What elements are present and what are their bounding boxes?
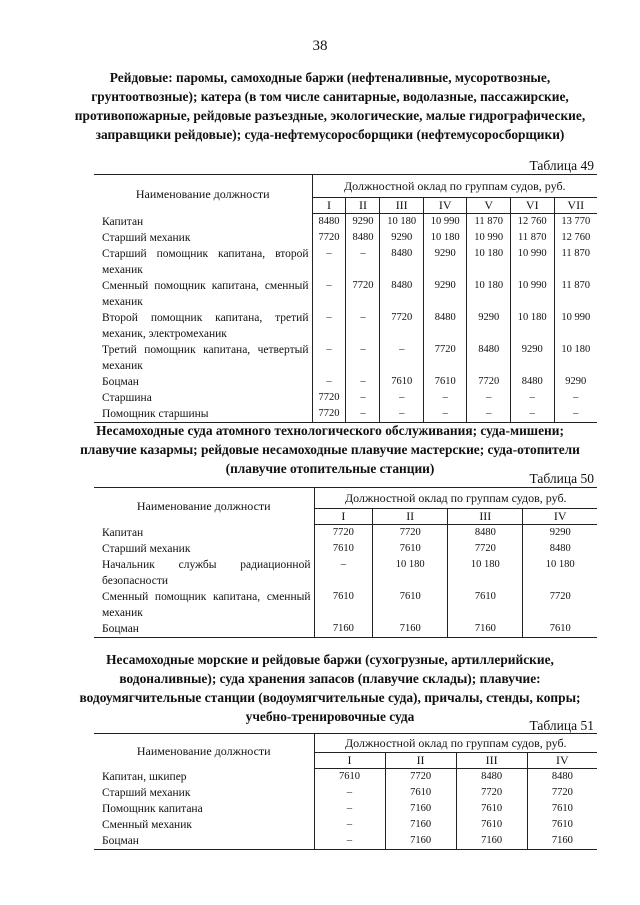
salary-value: 7610	[314, 769, 385, 785]
salary-value: 7610	[385, 785, 456, 801]
salary-value: –	[314, 801, 385, 817]
table-51	[94, 733, 597, 850]
salary-value: –	[380, 342, 424, 374]
salary-value: 7720	[527, 785, 597, 801]
section-heading-2: Несамоходные суда атомного технологического обслуживания; суда-мишени; плавучие казармы; рейдовые несамоходные плавучие мастерские; суда-отопители (плавучие отопительные станции)	[80, 423, 580, 476]
table-row	[94, 541, 597, 557]
salary-value: 7160	[314, 621, 373, 638]
salary-value: 7720	[312, 230, 346, 246]
salary-value: 10 180	[380, 214, 424, 230]
salary-value: –	[346, 390, 380, 406]
salary-value: 7610	[448, 589, 523, 621]
table-row	[94, 390, 597, 406]
table-row	[94, 785, 597, 801]
salary-value: 7720	[467, 374, 511, 390]
salary-value: 8480	[346, 230, 380, 246]
salary-value: 10 180	[423, 230, 467, 246]
table-label-51: Таблица 51	[529, 718, 594, 733]
salary-value: 7610	[523, 621, 597, 638]
position-name: Сменный помощник капитана, сменный механик	[94, 589, 314, 621]
column-header: I	[312, 198, 346, 214]
salary-value: 10 180	[523, 557, 597, 589]
position-name: Сменный механик	[94, 817, 314, 833]
table-label-50: Таблица 50	[529, 471, 594, 486]
salary-value: –	[346, 374, 380, 390]
position-name: Боцман	[94, 621, 314, 638]
group-header: Должностной оклад по группам судов, руб.	[312, 175, 597, 198]
column-header: II	[373, 509, 448, 525]
table-row	[94, 817, 597, 833]
salary-value: 8480	[380, 246, 424, 278]
table-row	[94, 246, 597, 278]
salary-value: –	[312, 278, 346, 310]
table-row	[94, 769, 597, 785]
salary-value: 7610	[373, 589, 448, 621]
table-row	[94, 557, 597, 589]
column-header: IV	[423, 198, 467, 214]
salary-value: 9290	[423, 246, 467, 278]
table-row	[94, 525, 597, 541]
table-50	[94, 487, 597, 638]
position-name: Помощник старшины	[94, 406, 312, 423]
position-name: Капитан	[94, 214, 312, 230]
position-name: Старшина	[94, 390, 312, 406]
section-heading-3: Несамоходные морские и рейдовые баржи (сухогрузные, артиллерийские, водоналивные); суда хранения запасов (плавучие склады); плавучие: водоумягчительные станции (водоумягчительные суда), причалы, стенды, копры; учебно-тренировочные суда	[79, 652, 581, 724]
salary-value: 7610	[527, 817, 597, 833]
table-row	[94, 374, 597, 390]
salary-value: –	[380, 390, 424, 406]
salary-value: –	[314, 833, 385, 850]
salary-value: –	[554, 390, 597, 406]
salary-value: 7720	[314, 525, 373, 541]
salary-value: –	[346, 246, 380, 278]
table-row	[94, 406, 597, 423]
salary-value: 7160	[456, 833, 527, 850]
salary-value: 7720	[380, 310, 424, 342]
salary-value: 12 760	[510, 214, 554, 230]
salary-value: 7720	[448, 541, 523, 557]
position-name: Сменный помощник капитана, сменный механик	[94, 278, 312, 310]
salary-value: 7610	[373, 541, 448, 557]
column-header: II	[385, 753, 456, 769]
salary-value: 9290	[380, 230, 424, 246]
salary-value: –	[423, 390, 467, 406]
column-header: VII	[554, 198, 597, 214]
table-row	[94, 230, 597, 246]
position-name: Старший помощник капитана, второй механик	[94, 246, 312, 278]
salary-value: –	[314, 785, 385, 801]
position-name: Второй помощник капитана, третий механик, электромеханик	[94, 310, 312, 342]
position-name: Помощник капитана	[94, 801, 314, 817]
salary-value: 10 180	[467, 246, 511, 278]
column-header: III	[380, 198, 424, 214]
salary-value: 8480	[523, 541, 597, 557]
salary-value: 7720	[373, 525, 448, 541]
position-name: Капитан	[94, 525, 314, 541]
table-label-49: Таблица 49	[529, 158, 594, 173]
section-heading-1: Рейдовые: паромы, самоходные баржи (нефтеналивные, мусоротвозные, грунтоотвозные); катера (в том числе санитарные, водолазные, пассажирские, противопожарные, рейдовые разъездные, экологические, малые гидрографические, заправщики рейдовые); суда-нефтемусоросборщики (нефтемусоросборщики)	[74, 70, 586, 142]
salary-value: 9290	[423, 278, 467, 310]
salary-value: 12 760	[554, 230, 597, 246]
table-row	[94, 214, 597, 230]
salary-value: 8480	[312, 214, 346, 230]
column-header: IV	[527, 753, 597, 769]
salary-value: 7720	[523, 589, 597, 621]
salary-value: 7160	[385, 833, 456, 850]
column-header: I	[314, 509, 373, 525]
salary-value: 11 870	[467, 214, 511, 230]
salary-value: 9290	[554, 374, 597, 390]
group-header: Должностной оклад по группам судов, руб.	[314, 488, 597, 509]
column-header: V	[467, 198, 511, 214]
salary-value: 7160	[385, 801, 456, 817]
salary-value: –	[314, 557, 373, 589]
salary-value: 9290	[346, 214, 380, 230]
salary-value: 7160	[448, 621, 523, 638]
position-name: Третий помощник капитана, четвертый механик	[94, 342, 312, 374]
table-row	[94, 801, 597, 817]
salary-value: –	[554, 406, 597, 423]
salary-value: –	[423, 406, 467, 423]
position-name: Старший механик	[94, 785, 314, 801]
page-number: 38	[312, 38, 328, 54]
table-row	[94, 310, 597, 342]
position-name: Боцман	[94, 374, 312, 390]
group-header: Должностной оклад по группам судов, руб.	[314, 734, 597, 753]
column-header: III	[448, 509, 523, 525]
table-row	[94, 833, 597, 850]
salary-value: –	[346, 342, 380, 374]
salary-value: 7720	[385, 769, 456, 785]
salary-value: 7720	[346, 278, 380, 310]
salary-value: 7610	[527, 801, 597, 817]
salary-value: 10 180	[510, 310, 554, 342]
name-header: Наименование должности	[94, 175, 312, 214]
salary-value: 7610	[314, 589, 373, 621]
salary-value: 7720	[423, 342, 467, 374]
column-header: VI	[510, 198, 554, 214]
salary-value: –	[380, 406, 424, 423]
salary-value: 7610	[423, 374, 467, 390]
salary-value: 8480	[510, 374, 554, 390]
salary-value: 7720	[456, 785, 527, 801]
salary-value: 10 180	[467, 278, 511, 310]
table-row	[94, 342, 597, 374]
position-name: Боцман	[94, 833, 314, 850]
salary-value: 7610	[456, 817, 527, 833]
column-header: II	[346, 198, 380, 214]
salary-value: 10 180	[448, 557, 523, 589]
salary-value: 7610	[314, 541, 373, 557]
salary-value: –	[312, 374, 346, 390]
salary-value: 9290	[467, 310, 511, 342]
salary-value: –	[467, 406, 511, 423]
salary-value: 10 990	[510, 246, 554, 278]
salary-value: –	[467, 390, 511, 406]
salary-value: 8480	[527, 769, 597, 785]
salary-value: 10 990	[423, 214, 467, 230]
salary-value: 9290	[510, 342, 554, 374]
position-name: Старший механик	[94, 541, 314, 557]
column-header: IV	[523, 509, 597, 525]
name-header: Наименование должности	[94, 488, 314, 525]
table-row	[94, 589, 597, 621]
salary-value: 9290	[523, 525, 597, 541]
salary-value: 8480	[467, 342, 511, 374]
salary-value: –	[312, 342, 346, 374]
name-header: Наименование должности	[94, 734, 314, 769]
salary-value: 8480	[456, 769, 527, 785]
salary-value: 10 990	[467, 230, 511, 246]
salary-value: 10 180	[373, 557, 448, 589]
salary-value: 7160	[373, 621, 448, 638]
position-name: Капитан, шкипер	[94, 769, 314, 785]
salary-value: 11 870	[554, 278, 597, 310]
salary-value: –	[346, 310, 380, 342]
salary-value: 11 870	[554, 246, 597, 278]
salary-value: 7160	[527, 833, 597, 850]
salary-value: 8480	[423, 310, 467, 342]
salary-value: 13 770	[554, 214, 597, 230]
salary-value: 7610	[456, 801, 527, 817]
salary-value: 8480	[380, 278, 424, 310]
salary-value: 10 180	[554, 342, 597, 374]
salary-value: 7160	[385, 817, 456, 833]
position-name: Старший механик	[94, 230, 312, 246]
salary-value: 8480	[448, 525, 523, 541]
salary-value: –	[312, 310, 346, 342]
salary-value: 11 870	[510, 230, 554, 246]
salary-value: 7610	[380, 374, 424, 390]
salary-value: 7720	[312, 406, 346, 423]
salary-value: –	[510, 390, 554, 406]
salary-value: –	[312, 246, 346, 278]
salary-value: 7720	[312, 390, 346, 406]
position-name: Начальник службы радиационной безопасности	[94, 557, 314, 589]
salary-value: –	[510, 406, 554, 423]
table-49	[94, 174, 597, 423]
salary-value: –	[346, 406, 380, 423]
salary-value: –	[314, 817, 385, 833]
table-row	[94, 278, 597, 310]
table-row	[94, 621, 597, 638]
column-header: III	[456, 753, 527, 769]
salary-value: 10 990	[510, 278, 554, 310]
salary-value: 10 990	[554, 310, 597, 342]
column-header: I	[314, 753, 385, 769]
